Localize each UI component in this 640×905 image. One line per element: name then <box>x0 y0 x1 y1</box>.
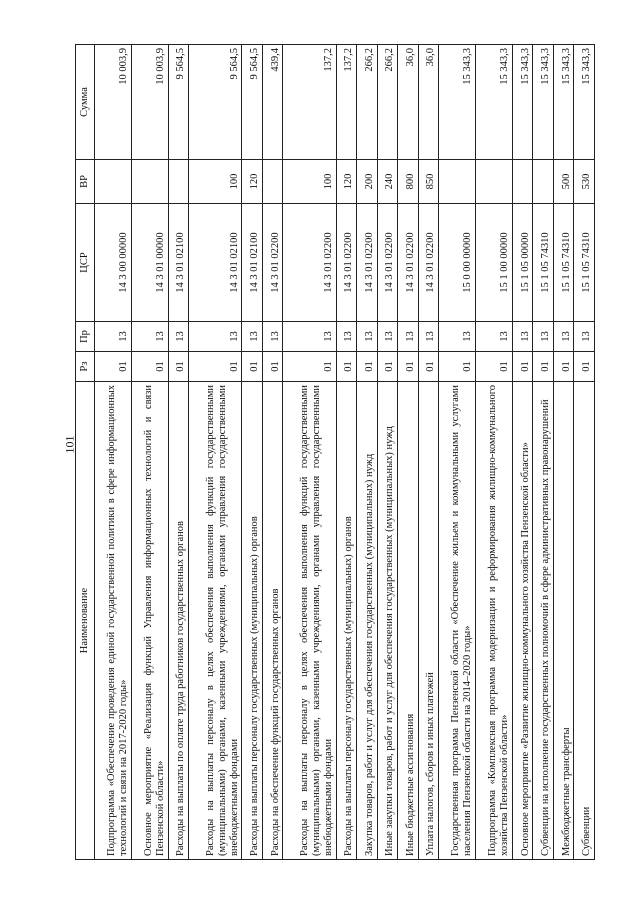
cell-name: Уплата налогов, сборов и иных платежей <box>418 382 439 860</box>
cell-vr <box>95 160 132 204</box>
cell-vr: 850 <box>418 160 439 204</box>
cell-rz: 01 <box>512 352 533 382</box>
cell-vr <box>131 160 168 204</box>
cell-rz: 01 <box>131 352 168 382</box>
cell-name: Расходы на выплаты персоналу государственных (муниципальных) органов <box>242 382 263 860</box>
cell-vr: 200 <box>357 160 378 204</box>
cell-rz: 01 <box>262 352 283 382</box>
table-row <box>553 45 574 860</box>
cell-name: Подпрограмма «Комплексная программа модернизации и реформирования жилищно-коммунального хозяйства Пензенской области» <box>475 382 512 860</box>
cell-sum: 10 003,9 <box>131 45 168 160</box>
cell-rz: 01 <box>283 352 336 382</box>
table-row <box>512 45 533 860</box>
header-row <box>76 45 95 860</box>
cell-vr: 100 <box>189 160 242 204</box>
cell-name: Государственная программа Пензенской области «Обеспечение жильем и коммунальными услугами населения Пензенской области на 2014–2020 годы» <box>439 382 476 860</box>
header-pr: Пр <box>76 322 95 352</box>
cell-rz: 01 <box>574 352 595 382</box>
cell-vr <box>512 160 533 204</box>
cell-sum: 137,2 <box>336 45 357 160</box>
cell-csr: 15 1 05 00000 <box>512 204 533 322</box>
table-row <box>262 45 283 860</box>
cell-pr: 13 <box>336 322 357 352</box>
cell-sum: 266,2 <box>377 45 398 160</box>
table-row <box>168 45 189 860</box>
cell-csr: 14 3 01 02200 <box>336 204 357 322</box>
cell-csr: 15 1 05 74310 <box>574 204 595 322</box>
cell-name: Расходы на выплаты персоналу в целях обеспечения выполнения функций государственными (муниципальными) органами, казенными учреждениями, органами управления государственными внебюджетными фондами <box>189 382 242 860</box>
cell-csr: 15 1 05 74310 <box>553 204 574 322</box>
cell-csr: 14 3 01 02200 <box>283 204 336 322</box>
cell-pr: 13 <box>418 322 439 352</box>
cell-vr: 240 <box>377 160 398 204</box>
cell-vr: 100 <box>283 160 336 204</box>
cell-csr: 15 1 05 74310 <box>533 204 554 322</box>
cell-csr: 14 3 01 02100 <box>168 204 189 322</box>
cell-sum: 439,4 <box>262 45 283 160</box>
table-row <box>475 45 512 860</box>
cell-csr: 14 3 01 02200 <box>262 204 283 322</box>
cell-csr: 14 3 01 02200 <box>377 204 398 322</box>
cell-csr: 14 3 01 02200 <box>418 204 439 322</box>
cell-pr: 13 <box>398 322 419 352</box>
cell-csr: 14 3 00 00000 <box>95 204 132 322</box>
cell-rz: 01 <box>475 352 512 382</box>
cell-sum: 36,0 <box>418 45 439 160</box>
budget-table <box>75 44 595 860</box>
cell-sum: 15 343,3 <box>553 45 574 160</box>
cell-pr: 13 <box>357 322 378 352</box>
cell-sum: 36,0 <box>398 45 419 160</box>
table-row <box>418 45 439 860</box>
cell-vr <box>439 160 476 204</box>
cell-rz: 01 <box>242 352 263 382</box>
cell-pr: 13 <box>283 322 336 352</box>
cell-name: Расходы на выплаты по оплате труда работников государственных органов <box>168 382 189 860</box>
rotated-content <box>75 45 595 860</box>
cell-rz: 01 <box>95 352 132 382</box>
cell-rz: 01 <box>553 352 574 382</box>
cell-pr: 13 <box>95 322 132 352</box>
header-csr: ЦСР <box>76 204 95 322</box>
table-row <box>377 45 398 860</box>
cell-sum: 15 343,3 <box>475 45 512 160</box>
cell-vr: 530 <box>574 160 595 204</box>
cell-sum: 9 564,5 <box>242 45 263 160</box>
cell-sum: 10 003,9 <box>95 45 132 160</box>
cell-pr: 13 <box>168 322 189 352</box>
cell-sum: 9 564,5 <box>189 45 242 160</box>
cell-rz: 01 <box>336 352 357 382</box>
table-row <box>357 45 378 860</box>
cell-rz: 01 <box>168 352 189 382</box>
cell-csr: 14 3 01 02200 <box>357 204 378 322</box>
rotated-page <box>75 45 595 860</box>
table-row <box>398 45 419 860</box>
header-vr: ВР <box>76 160 95 204</box>
cell-pr: 13 <box>131 322 168 352</box>
table-row <box>336 45 357 860</box>
cell-name: Расходы на обеспечение функций государственных органов <box>262 382 283 860</box>
cell-pr: 13 <box>189 322 242 352</box>
cell-vr: 800 <box>398 160 419 204</box>
cell-vr <box>168 160 189 204</box>
table-row <box>283 45 336 860</box>
table-body <box>95 45 595 860</box>
table-row <box>574 45 595 860</box>
table-header <box>76 45 95 860</box>
cell-name: Иные бюджетные ассигнования <box>398 382 419 860</box>
page-number: 101 <box>62 435 77 454</box>
header-name: Наименование <box>76 382 95 860</box>
cell-csr: 14 3 01 02100 <box>189 204 242 322</box>
cell-rz: 01 <box>439 352 476 382</box>
cell-rz: 01 <box>357 352 378 382</box>
cell-sum: 15 343,3 <box>533 45 554 160</box>
table-row <box>439 45 476 860</box>
cell-csr: 14 3 01 02100 <box>242 204 263 322</box>
cell-name: Субвенции на исполнение государственных полномочий в сфере административных правонарушений <box>533 382 554 860</box>
cell-pr: 13 <box>439 322 476 352</box>
cell-name: Субвенции <box>574 382 595 860</box>
cell-sum: 15 343,3 <box>574 45 595 160</box>
cell-name: Основное мероприятие «Развитие жилищно-коммунального хозяйства Пензенской области» <box>512 382 533 860</box>
cell-pr: 13 <box>475 322 512 352</box>
cell-name: Закупка товаров, работ и услуг для обеспечения государственных (муниципальных) нужд <box>357 382 378 860</box>
table-row <box>189 45 242 860</box>
cell-name: Расходы на выплаты персоналу в целях обеспечения выполнения функций государственными (муниципальными) органами, казенными учреждениями, органами управления государственными внебюджетными фондами <box>283 382 336 860</box>
cell-rz: 01 <box>418 352 439 382</box>
cell-pr: 13 <box>553 322 574 352</box>
cell-rz: 01 <box>398 352 419 382</box>
cell-pr: 13 <box>242 322 263 352</box>
cell-csr: 15 1 00 00000 <box>475 204 512 322</box>
table-row <box>242 45 263 860</box>
cell-rz: 01 <box>377 352 398 382</box>
cell-vr: 500 <box>553 160 574 204</box>
cell-rz: 01 <box>189 352 242 382</box>
cell-csr: 14 3 01 00000 <box>131 204 168 322</box>
cell-sum: 15 343,3 <box>512 45 533 160</box>
cell-pr: 13 <box>512 322 533 352</box>
table-row <box>131 45 168 860</box>
cell-pr: 13 <box>262 322 283 352</box>
cell-vr: 120 <box>336 160 357 204</box>
cell-pr: 13 <box>574 322 595 352</box>
header-sum: Сумма <box>76 45 95 160</box>
cell-name: Подпрограмма «Обеспечение проведения единой государственной политики в сфере информационных технологий и связи на 2017-2020 годы» <box>95 382 132 860</box>
cell-sum: 15 343,3 <box>439 45 476 160</box>
cell-sum: 137,2 <box>283 45 336 160</box>
cell-vr <box>475 160 512 204</box>
cell-pr: 13 <box>377 322 398 352</box>
cell-csr: 15 0 00 00000 <box>439 204 476 322</box>
cell-sum: 266,2 <box>357 45 378 160</box>
table-row <box>95 45 132 860</box>
cell-sum: 9 564,5 <box>168 45 189 160</box>
cell-name: Иные закупки товаров, работ и услуг для обеспечения государственных (муниципальных) нужд <box>377 382 398 860</box>
header-rz: Рз <box>76 352 95 382</box>
cell-name: Расходы на выплаты персоналу государственных (муниципальных) органов <box>336 382 357 860</box>
table-row <box>533 45 554 860</box>
cell-vr: 120 <box>242 160 263 204</box>
cell-pr: 13 <box>533 322 554 352</box>
cell-vr <box>533 160 554 204</box>
cell-vr <box>262 160 283 204</box>
cell-rz: 01 <box>533 352 554 382</box>
cell-name: Межбюджетные трансферты <box>553 382 574 860</box>
cell-name: Основное мероприятие «Реализация функций Управления информационных технологий и связи Пензенской области» <box>131 382 168 860</box>
cell-csr: 14 3 01 02200 <box>398 204 419 322</box>
